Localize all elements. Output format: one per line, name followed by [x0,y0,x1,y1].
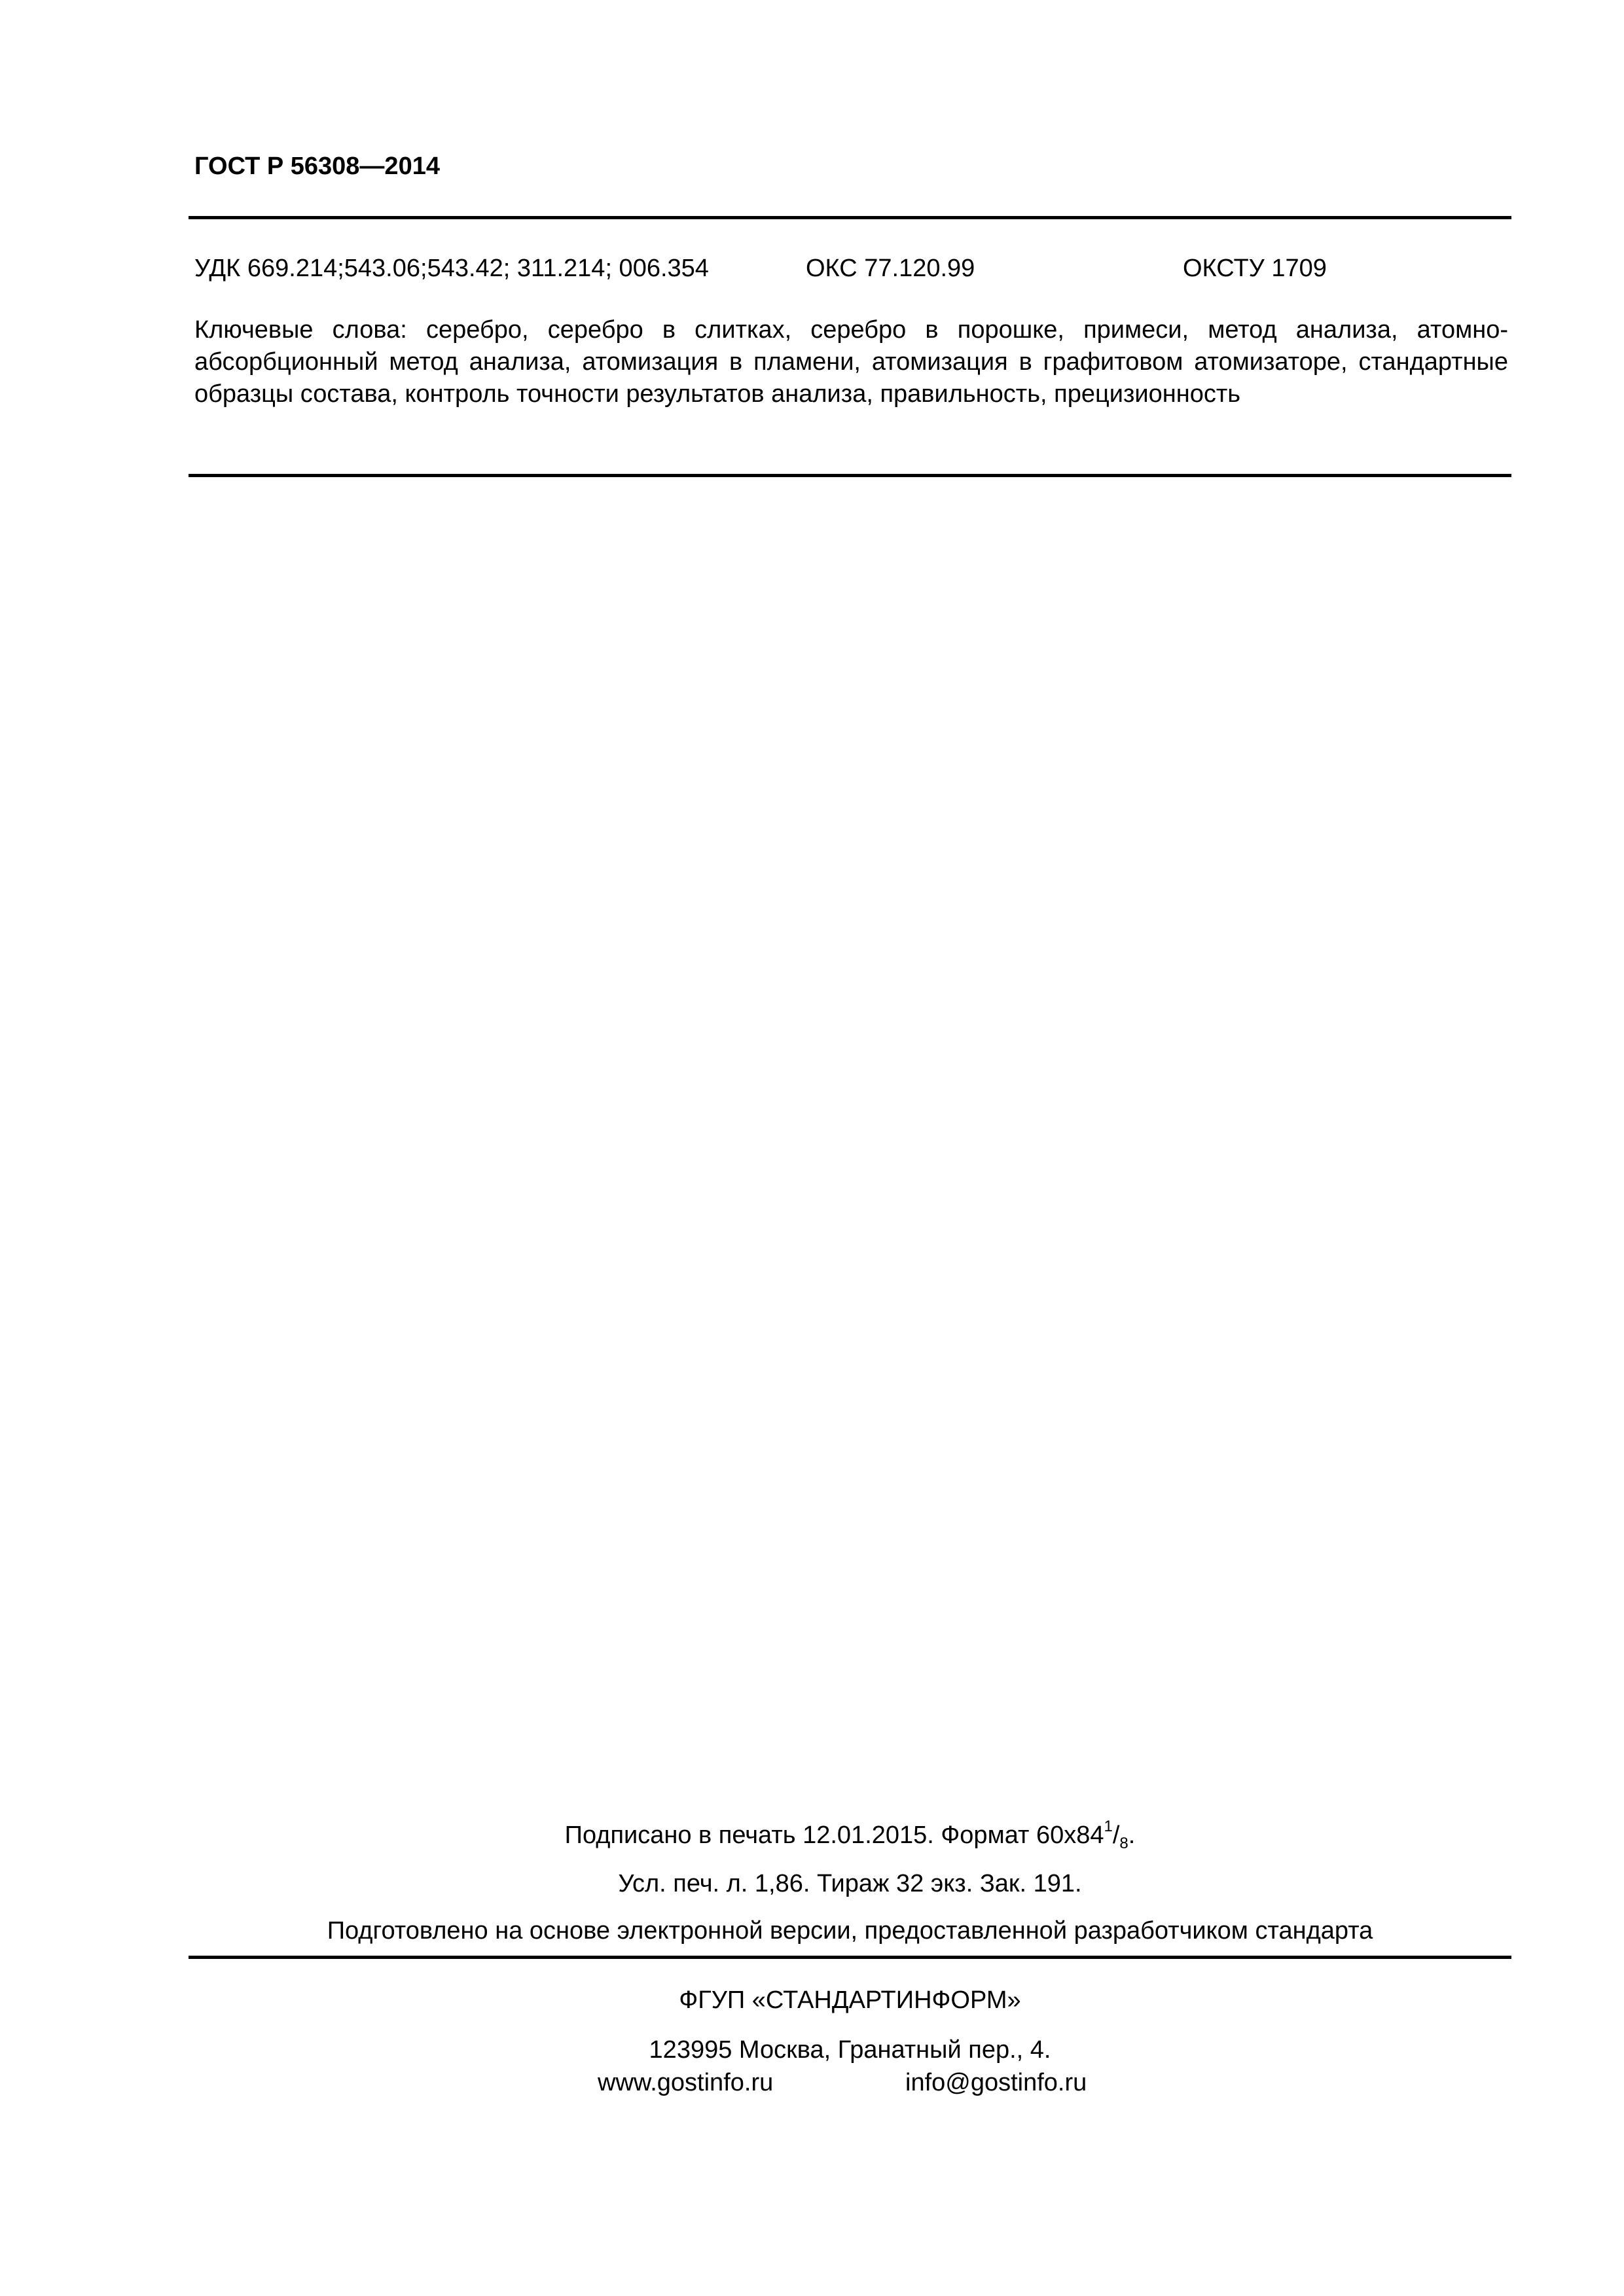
keywords-block [194,314,1508,410]
okstu-code: ОКСТУ 1709 [1183,255,1327,282]
format-denominator: 8 [1119,1835,1128,1852]
keywords-text: серебро, серебро в слитках, серебро в порошке, примеси, метод анализа, атомно-абсорбционный метод анализа, атомизация в пламени, атомизация в графитовом атомизаторе, стандартные образцы состава, контроль точности результатов анализа, правильность, прецизионность [194,316,1508,408]
keywords-label: Ключевые слова: [194,316,407,344]
keywords-divider [189,474,1511,477]
publisher-website[interactable]: www.gostinfo.ru [598,2069,774,2096]
udk-code: УДК 669.214;543.06;543.42; 311.214; 006.354 [194,255,709,282]
top-divider [189,216,1511,219]
format-end: . [1128,1821,1136,1849]
format-slash: / [1112,1821,1120,1849]
publisher-email[interactable]: info@gostinfo.ru [905,2069,1087,2096]
prepared-note: Подготовлено на основе электронной версии, предоставленной разработчиком стандарта [327,1917,1373,1945]
document-id: ГОСТ Р 56308—2014 [194,152,440,180]
signed-for-print-text: Подписано в печать 12.01.2015. Формат 60x84 [564,1821,1104,1849]
publisher-name: ФГУП «СТАНДАРТИНФОРМ» [679,1986,1021,2014]
print-details: Усл. печ. л. 1,86. Тираж 32 экз. Зак. 191. [618,1870,1082,1897]
imprint-divider [189,1956,1511,1959]
format-numerator: 1 [1104,1818,1113,1835]
signed-for-print-line [189,1818,1511,1852]
publisher-address: 123995 Москва, Гранатный пер., 4. [649,2036,1051,2064]
oks-code: ОКС 77.120.99 [806,255,975,282]
